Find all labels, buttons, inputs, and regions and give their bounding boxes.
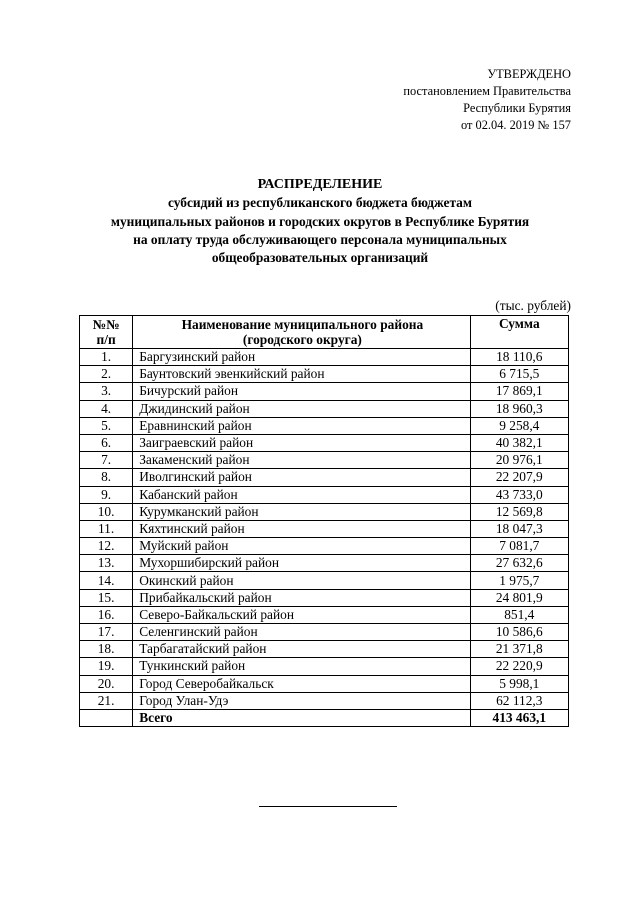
title-line-4: на оплату труда обслуживающего персонала муниципальных	[133, 231, 507, 247]
header-number	[80, 316, 133, 349]
row-number: 5.	[80, 417, 133, 434]
row-name: Селенгинский район	[133, 624, 470, 641]
row-number: 11.	[80, 520, 133, 537]
approval-line-date: от 02.04. 2019 № 157	[460, 118, 571, 132]
row-name: Мухоршибирский район	[133, 555, 470, 572]
row-name: Город Северобайкальск	[133, 675, 470, 692]
row-sum: 1 975,7	[470, 572, 568, 589]
row-number: 1.	[80, 349, 133, 366]
table-row	[80, 383, 569, 400]
total-number-cell	[80, 709, 133, 726]
row-number: 4.	[80, 400, 133, 417]
title-line-2: субсидий из республиканского бюджета бюджетам	[167, 195, 472, 211]
row-name: Заиграевский район	[133, 434, 470, 451]
distribution-table	[79, 315, 569, 727]
row-number: 12.	[80, 538, 133, 555]
row-number: 8.	[80, 469, 133, 486]
table-row	[80, 520, 569, 537]
row-number: 20.	[80, 675, 133, 692]
table-row	[80, 658, 569, 675]
header-number-line1: №№	[92, 317, 120, 332]
header-number-line2: п/п	[96, 332, 116, 347]
table-row	[80, 503, 569, 520]
row-name: Муйский район	[133, 538, 470, 555]
table-row	[80, 538, 569, 555]
row-name: Тункинский район	[133, 658, 470, 675]
table-row	[80, 349, 569, 366]
table-row	[80, 400, 569, 417]
row-name: Джидинский район	[133, 400, 470, 417]
row-sum: 18 110,6	[470, 349, 568, 366]
document-title	[0, 176, 640, 267]
table-row	[80, 555, 569, 572]
row-name: Еравнинский район	[133, 417, 470, 434]
table-body	[80, 349, 569, 710]
approval-line-resolution: постановлением Правительства	[403, 84, 571, 98]
table-row	[80, 641, 569, 658]
row-number: 14.	[80, 572, 133, 589]
row-sum: 17 869,1	[470, 383, 568, 400]
row-number: 3.	[80, 383, 133, 400]
row-name: Баунтовский эвенкийский район	[133, 366, 470, 383]
row-sum: 10 586,6	[470, 624, 568, 641]
table-row	[80, 452, 569, 469]
approval-block	[403, 66, 571, 134]
header-sum: Сумма	[470, 316, 568, 349]
row-number: 17.	[80, 624, 133, 641]
row-number: 6.	[80, 434, 133, 451]
row-number: 9.	[80, 486, 133, 503]
row-name: Курумканский район	[133, 503, 470, 520]
row-name: Северо-Байкальский район	[133, 606, 470, 623]
header-name-line2: (городского округа)	[242, 332, 362, 347]
table-row	[80, 675, 569, 692]
row-number: 15.	[80, 589, 133, 606]
approval-title: УТВЕРЖДЕНО	[487, 67, 571, 81]
row-sum: 5 998,1	[470, 675, 568, 692]
table-row	[80, 572, 569, 589]
row-sum: 851,4	[470, 606, 568, 623]
table-row	[80, 469, 569, 486]
header-name-line1: Наименование муниципального района	[181, 317, 424, 332]
row-sum: 62 112,3	[470, 692, 568, 709]
row-name: Окинский район	[133, 572, 470, 589]
row-name: Бичурский район	[133, 383, 470, 400]
title-line-3: муниципальных районов и городских округов в Республике Бурятия	[110, 213, 530, 229]
row-name: Иволгинский район	[133, 469, 470, 486]
table-row	[80, 417, 569, 434]
title-main: РАСПРЕДЕЛЕНИЕ	[257, 177, 383, 192]
row-number: 2.	[80, 366, 133, 383]
total-row	[80, 709, 569, 726]
title-line-5: общеобразовательных организаций	[211, 250, 429, 266]
table-header-row	[80, 316, 569, 349]
units-label: (тыс. рублей)	[495, 298, 571, 313]
row-sum: 43 733,0	[470, 486, 568, 503]
table-row	[80, 624, 569, 641]
row-sum: 9 258,4	[470, 417, 568, 434]
row-sum: 22 220,9	[470, 658, 568, 675]
row-number: 13.	[80, 555, 133, 572]
row-name: Тарбагатайский район	[133, 641, 470, 658]
row-number: 21.	[80, 692, 133, 709]
row-name: Город Улан-Удэ	[133, 692, 470, 709]
row-number: 7.	[80, 452, 133, 469]
row-sum: 12 569,8	[470, 503, 568, 520]
table-row	[80, 606, 569, 623]
table-row	[80, 366, 569, 383]
row-name: Кяхтинский район	[133, 520, 470, 537]
row-sum: 18 047,3	[470, 520, 568, 537]
row-sum: 24 801,9	[470, 589, 568, 606]
row-number: 19.	[80, 658, 133, 675]
row-sum: 6 715,5	[470, 366, 568, 383]
row-sum: 21 371,8	[470, 641, 568, 658]
total-label: Всего	[133, 709, 470, 726]
table-row	[80, 434, 569, 451]
row-number: 16.	[80, 606, 133, 623]
row-sum: 40 382,1	[470, 434, 568, 451]
row-sum: 27 632,6	[470, 555, 568, 572]
row-number: 10.	[80, 503, 133, 520]
table-row	[80, 692, 569, 709]
row-name: Прибайкальский район	[133, 589, 470, 606]
row-name: Закаменский район	[133, 452, 470, 469]
row-name: Баргузинский район	[133, 349, 470, 366]
total-sum: 413 463,1	[470, 709, 568, 726]
row-sum: 22 207,9	[470, 469, 568, 486]
row-name: Кабанский район	[133, 486, 470, 503]
signature-line	[259, 806, 397, 807]
table-row	[80, 486, 569, 503]
header-name	[133, 316, 470, 349]
row-sum: 18 960,3	[470, 400, 568, 417]
row-number: 18.	[80, 641, 133, 658]
row-sum: 7 081,7	[470, 538, 568, 555]
row-sum: 20 976,1	[470, 452, 568, 469]
table-row	[80, 589, 569, 606]
approval-line-republic: Республики Бурятия	[463, 101, 571, 115]
